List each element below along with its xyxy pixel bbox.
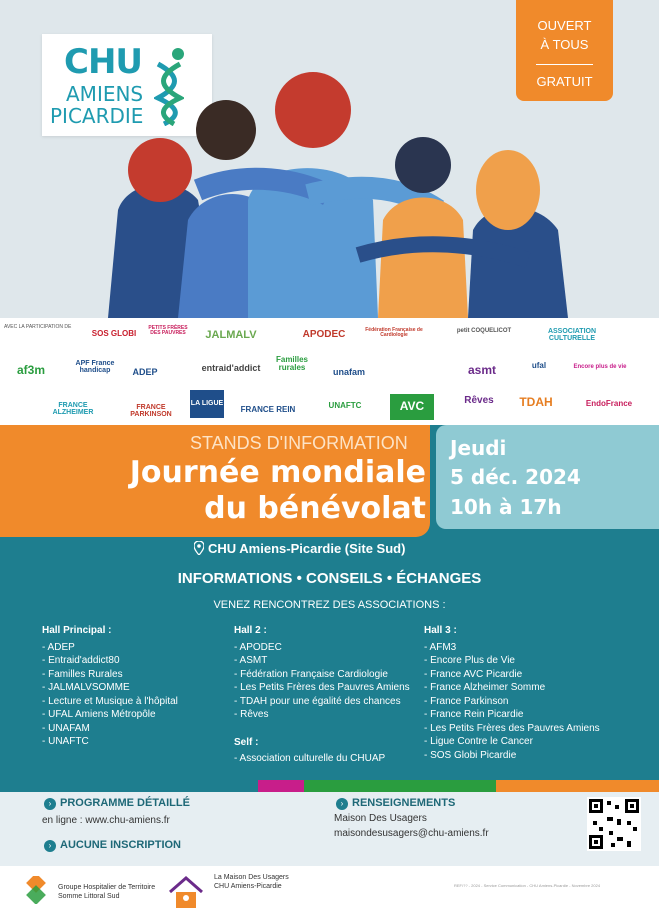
event-date: 5 déc. 2024 (450, 465, 581, 489)
partners-title: AVEC LA PARTICIPATION DE (4, 324, 72, 330)
list-item: - AFM3 (424, 641, 457, 653)
renseignements-email[interactable]: maisondesusagers@chu-amiens.fr (334, 828, 489, 839)
hall-2-title: Hall 2 : (234, 625, 267, 636)
list-item: - France AVC Picardie (424, 668, 523, 680)
partner-logo: FRANCE ALZHEIMER (52, 402, 94, 416)
programme-title: PROGRAMME DÉTAILLÉ (60, 797, 190, 809)
qr-code-icon[interactable] (587, 797, 641, 851)
renseignements-name: Maison Des Usagers (334, 813, 427, 824)
list-item: - JALMALVSOMME (42, 682, 130, 693)
volunteers-illustration (108, 70, 578, 318)
list-item: - France Rein Picardie (424, 709, 524, 720)
badge-divider (536, 64, 593, 65)
list-item: - TDAH pour une égalité des chances (234, 695, 401, 707)
hall-principal-title: Hall Principal : (42, 625, 112, 636)
ght-name (58, 883, 155, 901)
hall-3-title: Hall 3 : (424, 625, 457, 636)
tagline: INFORMATIONS • CONSEILS • ÉCHANGES (177, 570, 482, 587)
ght-line-1: Groupe Hospitalier de Territoire (58, 884, 156, 891)
mdu-name (214, 873, 289, 891)
ght-line-2: Somme Littoral Sud (58, 893, 120, 900)
location-pin-icon (194, 541, 204, 555)
event-title (126, 455, 426, 527)
partners-section (0, 320, 659, 425)
list-item: - Entraid'addict80 (42, 655, 120, 666)
inscription-title: AUCUNE INSCRIPTION (60, 839, 182, 851)
partner-logo: TDAH (519, 395, 553, 409)
list-item: - France Parkinson (424, 695, 509, 707)
partner-logo: unafam (332, 367, 365, 377)
badge-line-1: OUVERT (537, 18, 592, 33)
list-item: - Lecture et Musique à l'hôpital (42, 695, 178, 707)
partner-logo: Familles rurales (275, 355, 308, 372)
list-item: - UNAFTC (42, 736, 89, 747)
partner-logo: SOS GLOBI (91, 329, 137, 338)
list-item: - ASMT (234, 655, 268, 666)
hall-principal-column (42, 624, 178, 749)
event-day: Jeudi (450, 436, 507, 460)
list-item: - Encore Plus de Vie (424, 655, 515, 666)
partner-logo: UNAFTC (328, 401, 362, 410)
partner-logo: Fédération Française de Cardiologie (365, 327, 423, 338)
list-item: - UFAL Amiens Métropôle (42, 709, 156, 720)
venez-text: VENEZ RENCONTREZ DES ASSOCIATIONS : (213, 599, 446, 611)
partner-logo: AVC (390, 394, 434, 420)
arrow-circle-icon: › (44, 840, 56, 852)
partner-logo: LA LIGUE (190, 390, 224, 418)
arrow-circle-icon: › (44, 798, 56, 810)
partner-logo: asmt (467, 363, 496, 377)
badge-line-2: À TOUS (540, 37, 589, 52)
mdu-line-1: La Maison Des Usagers (214, 874, 289, 881)
event-title-line-2: du bénévolat (204, 491, 426, 526)
color-strip-orange (496, 780, 659, 792)
badge-line-3: GRATUIT (536, 74, 593, 89)
list-item: - Fédération Française Cardiologie (234, 668, 388, 680)
color-strip-green (304, 780, 496, 792)
mdu-line-2: CHU Amiens-Picardie (214, 883, 282, 890)
logo-amiens-text: AMIENS (66, 82, 144, 106)
footer-credit: REF/?? - 2024 - Service Communication - CHU Amiens-Picardie - Novembre 2024 (454, 883, 601, 888)
renseignements-title: RENSEIGNEMENTS (352, 797, 456, 809)
partner-logo: ADEP (132, 367, 158, 377)
self-title: Self : (234, 736, 259, 748)
list-item: - Les Petits Frères des Pauvres Amiens (234, 682, 410, 693)
programme-link[interactable]: en ligne : www.chu-amiens.fr (42, 815, 170, 826)
color-strip-magenta (258, 780, 304, 792)
partner-logo: JALMALV (205, 329, 257, 341)
logo-picardie-text: PICARDIE (50, 104, 144, 128)
list-item: - France Alzheimer Somme (424, 682, 546, 693)
list-item: - Familles Rurales (42, 668, 123, 680)
partner-logo: EndoFrance (585, 399, 633, 408)
list-item: - Association culturelle du CHUAP (234, 753, 386, 764)
logo-chu-text: CHU (64, 42, 143, 82)
partner-logo: Encore plus de vie (573, 364, 627, 370)
partner-logo: af3m (16, 363, 45, 377)
hall-2-column (234, 624, 410, 766)
partner-logo: FRANCE REIN (240, 405, 296, 414)
event-title-line-1: Journée mondiale (129, 455, 426, 490)
partner-logo: petit COQUELICOT (456, 328, 512, 334)
hall-3-column (424, 624, 600, 762)
partner-logo: APF France handicap (75, 360, 115, 374)
list-item: - UNAFAM (42, 722, 90, 734)
partner-logo: entraid'addict (201, 363, 261, 373)
list-item: - Ligue Contre le Cancer (424, 736, 533, 747)
stands-label: STANDS D'INFORMATION (190, 433, 408, 453)
partner-logo: APODEC (302, 329, 346, 340)
partner-logo: Rêves (464, 395, 494, 406)
list-item: - SOS Globi Picardie (424, 749, 517, 761)
list-item: - Les Petits Frères des Pauvres Amiens (424, 722, 600, 734)
list-item: - Rêves (234, 709, 269, 720)
event-location: CHU Amiens-Picardie (Site Sud) (208, 541, 406, 556)
ght-logo-icon (22, 876, 50, 904)
house-icon (166, 872, 206, 912)
list-item: - ADEP (42, 641, 75, 653)
partner-logo: ASSOCIATION CULTURELLE (547, 328, 597, 342)
list-item: - APODEC (234, 641, 282, 653)
partner-logo: ufal (531, 361, 547, 370)
partner-logo: FRANCE PARKINSON (130, 404, 172, 418)
event-hours: 10h à 17h (450, 495, 562, 519)
color-strip-teal (0, 780, 258, 792)
arrow-circle-icon: › (336, 798, 348, 810)
partner-logo: PETITS FRÈRES DES PAUVRES (148, 325, 188, 336)
